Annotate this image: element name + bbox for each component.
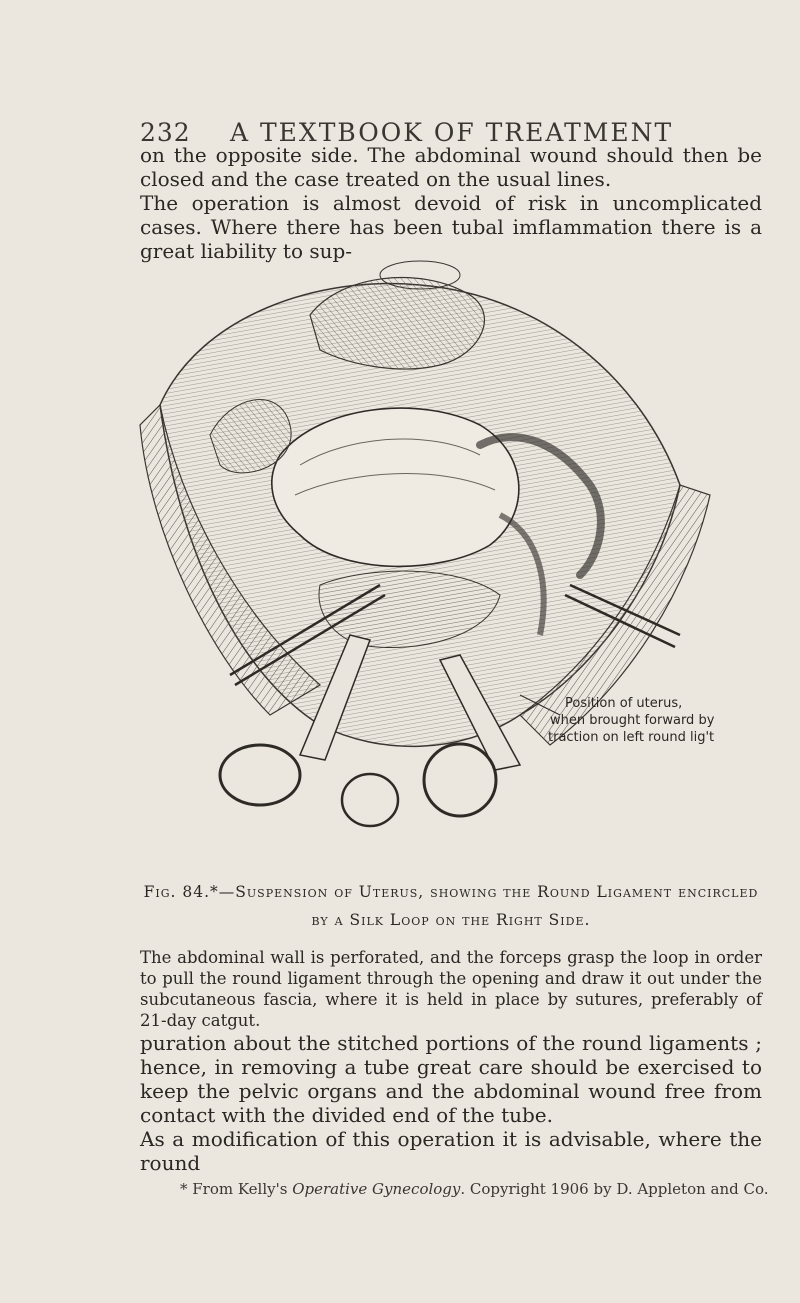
running-title: A TEXTBOOK OF TREATMENT	[230, 118, 674, 147]
annotation-line: Position of uterus,	[565, 696, 683, 711]
bottom-text-block	[140, 1031, 762, 1175]
footnote-work: Operative Gynecology	[292, 1180, 461, 1198]
paragraph: The operation is almost devoid of risk in uncomplicated cases. Where there has been tubal imflammation there is a great liability to sup-	[140, 191, 762, 263]
paragraph: on the opposite side. The abdominal wound should then be closed and the case treated on the usual lines.	[140, 143, 762, 191]
annotation-line: when brought forward by	[550, 713, 715, 728]
page-number: 232	[140, 118, 191, 147]
footnote-suffix: . Copyright 1906 by D. Appleton and Co.	[460, 1180, 769, 1198]
surgical-illustration	[120, 255, 720, 835]
figure-caption: Fig. 84.*—Suspension of Uterus, showing the Round Ligament encircled by a Silk Loop on the Right Side.	[143, 883, 759, 929]
paragraph: As a modification of this operation it is advisable, where the round	[140, 1127, 762, 1175]
footnote	[180, 1180, 780, 1198]
illustration-drawing	[120, 255, 720, 835]
annotation-line: traction on left round lig't	[548, 730, 715, 745]
top-text-block	[140, 143, 762, 263]
paragraph: puration about the stitched portions of the round ligaments ; hence, in removing a tube great care should be exercised to keep the pelvic organs and the abdominal wound free from contact with the divided end of the tube.	[140, 1031, 762, 1127]
footnote-prefix: * From Kelly's	[180, 1180, 293, 1198]
figure-description: The abdominal wall is perforated, and the forceps grasp the loop in order to pull the round ligament through the opening and draw it out under the subcutaneous fascia, where it is held in place by sutures, preferably of 21-day catgut.	[140, 948, 762, 1030]
